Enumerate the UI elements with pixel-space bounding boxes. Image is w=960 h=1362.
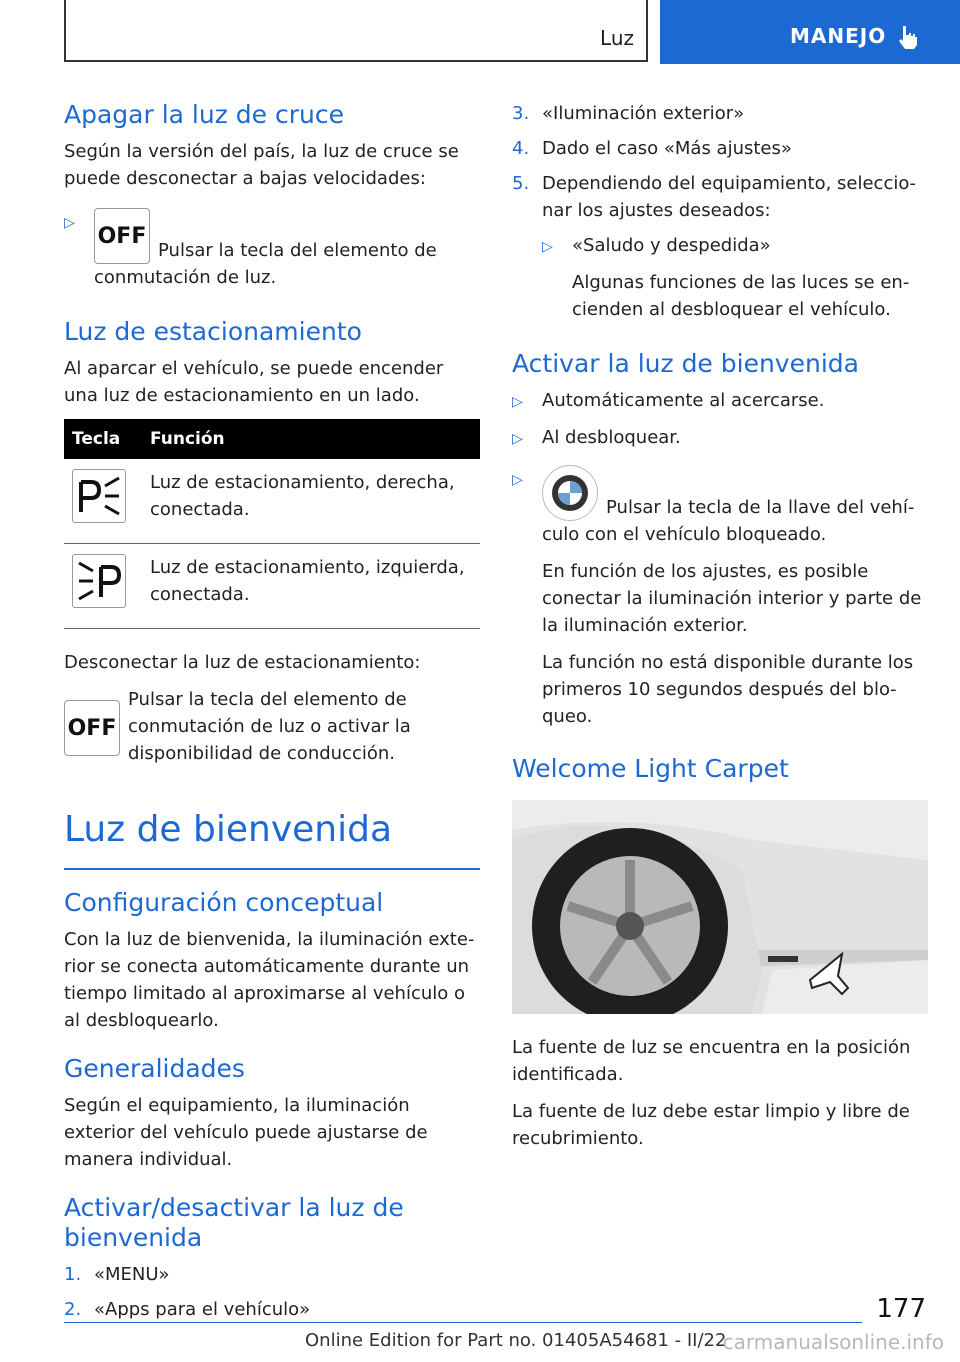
bullet-triangle-icon: ▷: [512, 431, 523, 447]
bullet-off-text: Pulsar la tecla del elemento de conmutación de luz.: [94, 240, 437, 288]
step-number: 1.: [64, 1264, 82, 1285]
parking-light-table: [64, 419, 480, 629]
step-number: 3.: [512, 103, 530, 124]
table-cell-key: [64, 459, 142, 544]
list-item: [512, 170, 928, 224]
bullet-text: Automáticamente al acercarse.: [542, 390, 825, 411]
heading-activar-luz-bienvenida: Activar la luz de bienvenida: [512, 349, 859, 378]
table-cell-function: Luz de estacionamiento, izquierda, conectada.: [142, 544, 480, 629]
step-text: «MENU»: [94, 1264, 170, 1285]
step-number: 2.: [64, 1299, 82, 1320]
off-key-icon: OFF: [64, 700, 120, 756]
page-number: 177: [876, 1294, 926, 1324]
table-row: [64, 544, 480, 629]
heading-generalidades: Generalidades: [64, 1054, 245, 1083]
step-number: 4.: [512, 138, 530, 159]
footer-edition-text: Online Edition for Part no. 01405A54681 - II/22: [305, 1330, 727, 1351]
heading-luz-bienvenida: Luz de bienvenida: [64, 809, 393, 850]
pointing-hand-icon: [896, 24, 920, 54]
sub-bullet: [542, 232, 928, 259]
heading-configuracion-conceptual: Configuración conceptual: [64, 888, 384, 917]
heading-activar-desactivar: Activar/desactivar la luz de bienvenida: [64, 1193, 404, 1252]
table-cell-key: [64, 544, 142, 629]
paragraph-key-text-2: La función no está disponible durante los primeros 10 segundos después del bloqueo.: [542, 652, 914, 727]
off-key-instruction: [64, 686, 480, 776]
parking-light-left-icon: [72, 554, 126, 608]
heading-luz-estacionamiento: Luz de estacionamiento: [64, 317, 362, 346]
off-key-icon: OFF: [94, 208, 150, 264]
bmw-key-button-icon: [542, 465, 598, 521]
paragraph-luz-cruce: Según la versión del país, la luz de cruce se puede desconectar a bajas velocidades:: [64, 141, 459, 189]
list-item: [64, 1296, 480, 1323]
table-header-funcion: Función: [142, 419, 480, 459]
header-chapter-box: [64, 0, 648, 62]
bullet-triangle-icon: ▷: [512, 472, 523, 488]
paragraph-configuracion: Con la luz de bienvenida, la iluminación exterior se conecta automáticamente durante un tiempo limitado al aproximarse al vehículo o al desbloquearlo.: [64, 929, 475, 1031]
bullet-item: [512, 424, 928, 451]
sub-bullet-text: «Saludo y despedida»: [572, 235, 771, 256]
list-item: [512, 100, 928, 127]
bullet-text: Al desbloquear.: [542, 427, 681, 448]
heading-apagar-luz-cruce: Apagar la luz de cruce: [64, 100, 344, 129]
step-text: «Apps para el vehículo»: [94, 1299, 311, 1320]
bullet-triangle-icon: ▷: [542, 239, 553, 255]
step-text: Dependiendo del equipamiento, seleccionar los ajustes deseados:: [542, 173, 916, 221]
heading-rule: [64, 868, 480, 870]
step-text: «Iluminación exterior»: [542, 103, 745, 124]
chapter-title: Luz: [600, 26, 634, 50]
bullet-key: [512, 465, 928, 548]
bullet-triangle-icon: ▷: [512, 394, 523, 410]
bullet-key-text: Pulsar la tecla de la llave del vehículo con el vehículo bloqueado.: [542, 497, 915, 545]
heading-welcome-light-carpet: Welcome Light Carpet: [512, 754, 789, 783]
footer-rule: [64, 1322, 862, 1323]
car-wheel-photo: [512, 800, 928, 1014]
parking-light-right-icon: [72, 469, 126, 523]
paragraph-sub-text: Algunas funciones de las luces se encienden al desbloquear el vehículo.: [572, 272, 910, 320]
bullet-item: [512, 387, 928, 414]
step-number: 5.: [512, 173, 530, 194]
watermark: carmanualsonline.info: [722, 1330, 944, 1354]
bullet-off-key: [64, 208, 480, 291]
table-row: [64, 459, 480, 544]
paragraph-caption-2: La fuente de luz debe estar limpio y libre de recubrimiento.: [512, 1101, 910, 1149]
section-tab-label: MANEJO: [790, 24, 887, 48]
paragraph-key-text-1: En función de los ajustes, es posible conectar la iluminación interior y parte de la iluminación exterior.: [542, 561, 922, 636]
left-column: [64, 100, 480, 1331]
paragraph-generalidades: Según el equipamiento, la iluminación exterior del vehículo puede ajustarse de manera individual.: [64, 1095, 428, 1170]
right-column: [512, 100, 928, 1162]
table-header-tecla: Tecla: [64, 419, 142, 459]
list-item: [512, 135, 928, 162]
bullet-triangle-icon: ▷: [64, 215, 75, 231]
paragraph-desconectar: Desconectar la luz de estacionamiento:: [64, 652, 421, 673]
paragraph-luz-estacionamiento: Al aparcar el vehículo, se puede encender una luz de estacionamiento en un lado.: [64, 358, 444, 406]
paragraph-caption-1: La fuente de luz se encuentra en la posición identificada.: [512, 1037, 911, 1085]
off-key-instruction-text: Pulsar la tecla del elemento de conmutación de luz o activar la disponibilidad de conducción.: [128, 689, 411, 764]
table-cell-function: Luz de estacionamiento, derecha, conectada.: [142, 459, 480, 544]
step-text: Dado el caso «Más ajustes»: [542, 138, 792, 159]
list-item: [64, 1261, 480, 1288]
section-tab[interactable]: [660, 0, 960, 64]
